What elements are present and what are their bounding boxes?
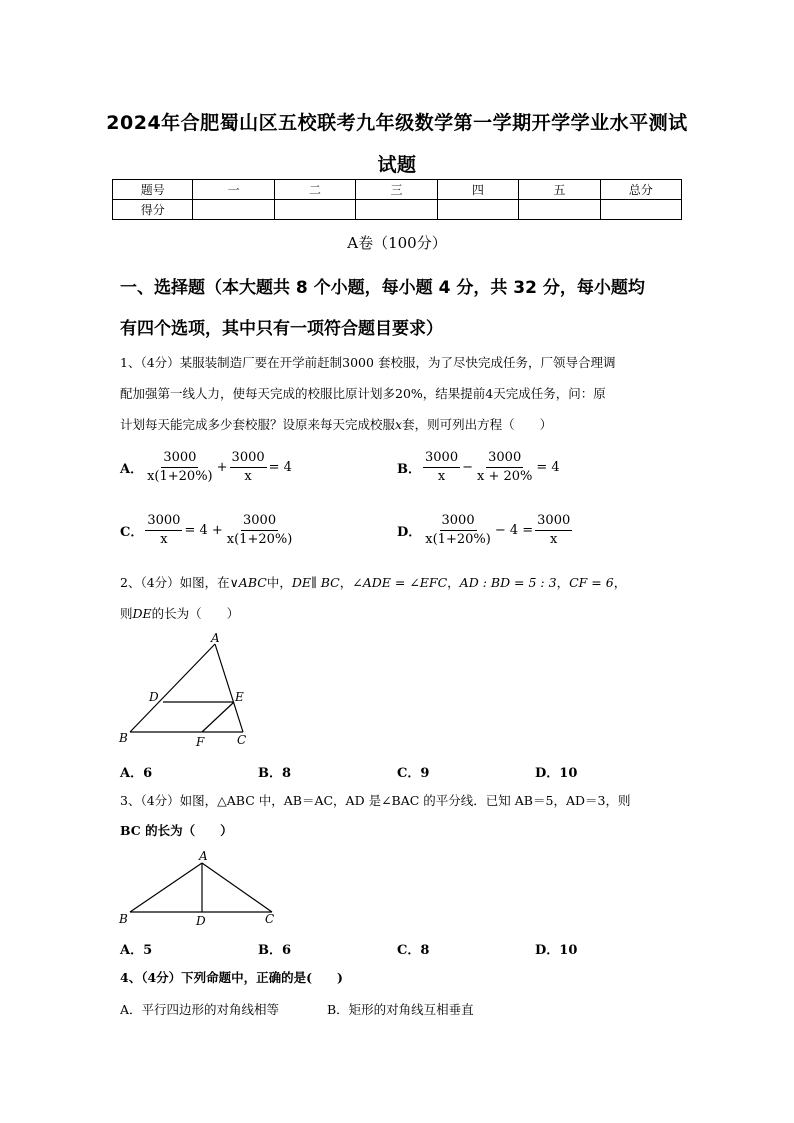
q1-text: 套，则可列出方程（ ） [402,417,553,432]
operator: + [216,460,228,475]
denominator: x [160,532,168,547]
point-label-f: F [196,735,205,749]
score-table [112,179,682,220]
score-cell[interactable] [437,200,518,220]
q3-option-a[interactable]: A．5 [120,943,153,958]
q2-text: 则 [120,606,133,621]
equation-rhs: = 4 [268,460,292,475]
q2-triangle-figure [110,628,270,753]
q2-text-line2 [120,606,239,622]
q1-option-b[interactable] [397,450,560,485]
q2-option-b[interactable]: B．8 [258,766,292,781]
fraction [230,450,267,485]
score-cell[interactable] [519,200,600,220]
point-label-d: D [149,690,159,704]
option-label: D． [397,525,422,540]
denominator: x(1+20%) [425,532,491,547]
q1-variable: x [395,417,403,432]
score-cell[interactable] [356,200,437,220]
numerator: 3000 [161,450,198,468]
q1-option-a[interactable] [120,450,292,485]
q4-option-b[interactable]: B．矩形的对角线互相垂直 [327,1002,474,1017]
option-label: A． [120,462,144,477]
q4-option-a[interactable]: A．平行四边形的对角线相等 [120,1002,280,1017]
q2-separator: ， [556,575,570,590]
q1-text-line1: 1、（4分）某服装制造厂要在开学前赶制3000 套校服，为了尽快完成任务，厂领导合理调 [120,355,616,370]
q3-option-c[interactable]: C．8 [397,943,430,958]
denominator: x [244,469,252,484]
score-table-header-row [113,180,682,200]
q2-option-a[interactable]: A．6 [120,766,153,781]
point-label-e: E [235,690,244,704]
equation-rhs: = 4 [536,460,560,475]
point-label-c: C [265,912,275,926]
denominator: x + 20% [477,469,533,484]
segment-ab [130,644,215,732]
q2-text: 中， [266,575,292,590]
denominator: x(1+20%) [147,469,213,484]
segment-ab [130,863,202,912]
q2-option-c[interactable]: C．9 [397,766,430,781]
q1-text-line3 [120,417,552,433]
page-title-line2: 试题 [377,154,417,176]
score-header-cell: 总分 [600,180,681,200]
fraction [423,513,493,548]
score-header-cell: 一 [193,180,274,200]
numerator: 3000 [241,513,278,531]
q1-text-line2: 配加强第一线人力，使每天完成的校服比原计划多20%，结果提前4天完成任务，问：原 [120,386,606,401]
numerator: 3000 [486,450,523,468]
point-label-a: A [211,631,220,645]
segment-ef [202,702,234,732]
score-header-cell: 二 [274,180,355,200]
fraction [225,513,295,548]
denominator: x [550,532,558,547]
q1-option-d[interactable] [397,513,574,548]
score-header-cell: 五 [519,180,600,200]
numerator: 3000 [535,513,572,531]
point-label-d: D [196,914,206,928]
score-table-row [113,200,682,220]
q2-condition: CF = 6 [569,575,614,590]
q3-triangle-figure [115,845,280,930]
section-heading: 一、选择题（本大题共 8 个小题，每小题 4 分，共 32 分，每小题均 [120,278,645,298]
section-heading-line2: 有四个选项，其中只有一项符合题目要求） [120,319,443,339]
fraction [145,513,182,548]
numerator: 3000 [423,450,460,468]
q2-separator: ， [339,575,353,590]
option-label: C． [120,525,144,540]
q1-option-c[interactable] [120,513,296,548]
numerator: 3000 [145,513,182,531]
score-header-cell: 三 [356,180,437,200]
fraction [145,450,215,485]
point-label-b: B [119,912,128,926]
score-cell[interactable] [600,200,681,220]
page-title: 2024年合肥蜀山区五校联考九年级数学第一学期开学学业水平测试 [106,112,688,134]
q3-text-line1: 3、（4分）如图，△ABC 中，AB＝AC，AD 是∠BAC 的平分线．已知 AB＝5，AD＝3，则 [120,793,631,808]
fraction [423,450,460,485]
option-label: B． [397,462,421,477]
q3-option-d[interactable]: D．10 [535,943,578,958]
q2-separator: ， [613,575,627,590]
operator: = 4 + [184,523,223,538]
score-header-cell: 四 [437,180,518,200]
score-cell[interactable] [193,200,274,220]
denominator: x(1+20%) [226,532,293,547]
score-cell[interactable] [274,200,355,220]
point-label-c: C [237,733,247,747]
fraction [535,513,572,548]
q2-text-line1 [120,575,626,591]
q2-triangle: ∨ABC [229,575,267,590]
segment-ac [215,644,243,732]
point-label-b: B [119,731,128,745]
paper-a-heading: A卷（100分） [347,234,447,252]
fraction [475,450,534,485]
q2-condition: ∠ADE = ∠EFC [352,575,448,590]
q3-option-b[interactable]: B．6 [258,943,292,958]
q2-condition: DE∥ BC [291,575,340,590]
q1-text: 计划每天能完成多少套校服？设原来每天完成校服 [120,417,396,432]
operator: − [462,460,473,475]
denominator: x [437,469,446,484]
q3-text-line2: BC 的长为（ ） [120,823,233,838]
q2-option-d[interactable]: D．10 [535,766,578,781]
q2-condition: AD : BD = 5 : 3 [459,575,557,590]
segment-ac [202,863,272,912]
q2-target: DE [132,606,152,621]
q2-text: 的长为（ ） [151,606,240,621]
numerator: 3000 [440,513,477,531]
operator: − 4 = [494,523,534,538]
score-header-cell: 题号 [113,180,193,200]
q2-text: 2、（4分）如图，在 [120,575,230,590]
q2-separator: ， [447,575,460,590]
numerator: 3000 [230,450,267,468]
point-label-a: A [199,849,208,863]
q4-text-line1: 4、（4分）下列命题中，正确的是( ) [120,970,343,985]
score-row-label: 得分 [113,200,193,220]
